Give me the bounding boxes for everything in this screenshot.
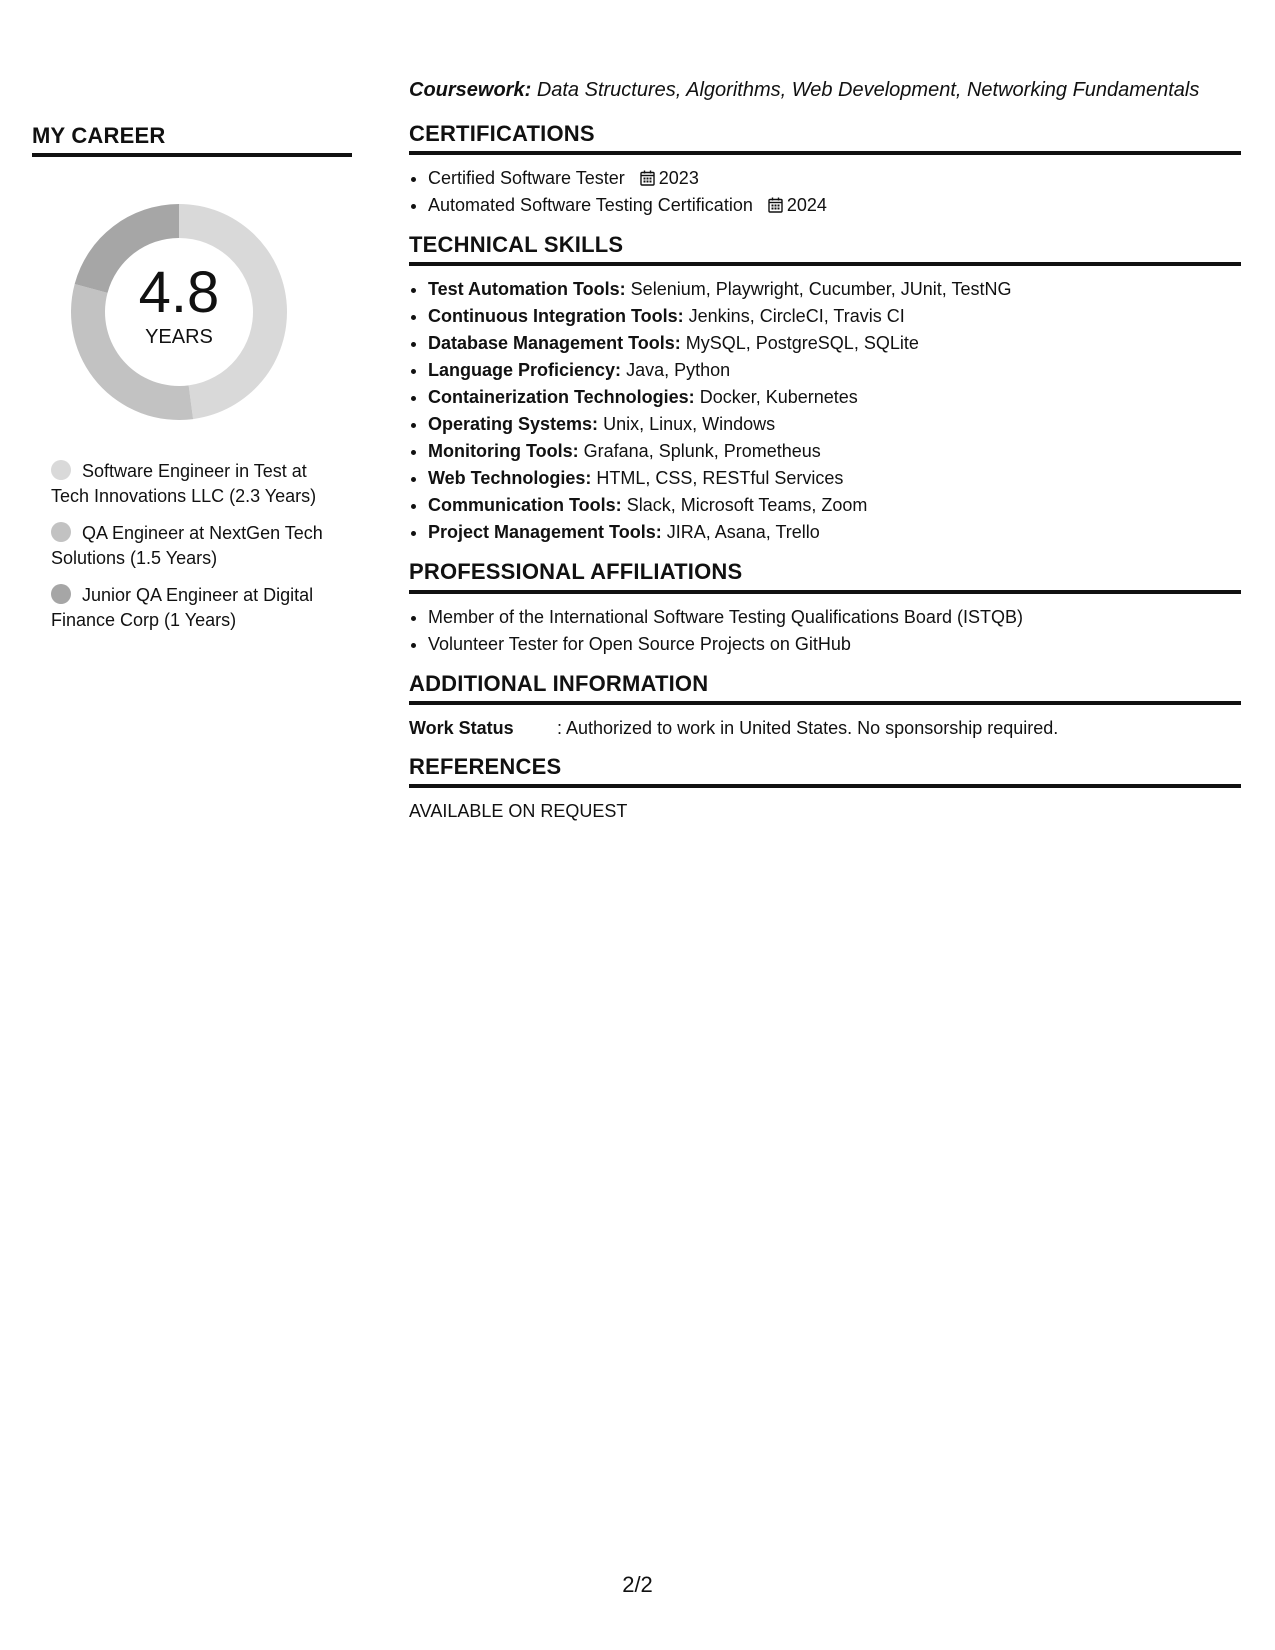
work-status-label: Work Status <box>409 717 514 738</box>
donut-center <box>64 197 294 427</box>
legend-dot <box>51 584 71 604</box>
skill-item <box>428 411 1241 438</box>
career-section <box>32 124 352 645</box>
references-text: AVAILABLE ON REQUEST <box>409 800 628 821</box>
skill-item <box>428 303 1241 330</box>
certification-item <box>428 165 1241 192</box>
skill-value: Slack, Microsoft Teams, Zoom <box>626 495 868 516</box>
affiliation-item: • Member of the International Software Testing Qualifications Board (ISTQB) <box>428 604 1241 631</box>
certifications-section <box>409 122 1241 219</box>
certification-name: Certified Software Tester <box>428 168 625 189</box>
skill-value: Selenium, Playwright, Cucumber, JUnit, TestNG <box>630 279 1012 300</box>
legend-label: Software Engineer in Test at Tech Innovations LLC (2.3 Years) <box>51 461 317 507</box>
skill-value: Java, Python <box>626 360 731 381</box>
affiliation-item: • Volunteer Tester for Open Source Projects on GitHub <box>428 631 1241 658</box>
affiliations-section <box>409 560 1241 657</box>
skill-value: Unix, Linux, Windows <box>603 414 776 435</box>
skill-label: Continuous Integration Tools: <box>428 306 684 327</box>
skill-label: Operating Systems: <box>428 414 599 435</box>
career-legend <box>51 459 352 633</box>
skill-item <box>428 330 1241 357</box>
skill-item <box>428 357 1241 384</box>
references-section <box>409 755 1241 824</box>
skill-item <box>428 492 1241 519</box>
skill-item <box>428 276 1241 303</box>
skill-label: Web Technologies: <box>428 468 592 489</box>
certifications-title: CERTIFICATIONS <box>409 122 1241 155</box>
donut-total-unit: YEARS <box>145 325 213 348</box>
skill-label: Monitoring Tools: <box>428 441 579 462</box>
certification-year: 2024 <box>786 195 827 216</box>
skills-title: TECHNICAL SKILLS <box>409 233 1241 266</box>
coursework-label: Coursework: <box>409 79 532 101</box>
coursework <box>409 78 1241 102</box>
skill-label: Containerization Technologies: <box>428 387 695 408</box>
calendar-icon <box>640 170 655 186</box>
skill-value: JIRA, Asana, Trello <box>666 522 820 543</box>
page-number: 2/2 <box>622 1572 653 1597</box>
calendar-icon <box>768 197 783 213</box>
skills-section <box>409 233 1241 546</box>
skill-item <box>428 465 1241 492</box>
affiliations-title: PROFESSIONAL AFFILIATIONS <box>409 560 1241 593</box>
skill-value: Grafana, Splunk, Prometheus <box>583 441 821 462</box>
skill-label: Communication Tools: <box>428 495 622 516</box>
skill-value: HTML, CSS, RESTful Services <box>596 468 844 489</box>
legend-item <box>51 521 341 571</box>
certification-year: 2023 <box>658 168 699 189</box>
skill-item <box>428 519 1241 546</box>
work-status-value: : Authorized to work in United States. No sponsorship required. <box>557 717 1059 738</box>
legend-label: QA Engineer at NextGen Tech Solutions (1.5 Years) <box>51 523 323 569</box>
career-title: MY CAREER <box>32 124 352 157</box>
certification-item <box>428 192 1241 219</box>
career-donut-chart <box>64 197 294 427</box>
certifications-list <box>409 165 1241 219</box>
certification-name: Automated Software Testing Certification <box>428 195 753 216</box>
legend-item <box>51 459 341 509</box>
legend-dot <box>51 522 71 542</box>
skill-value: MySQL, PostgreSQL, SQLite <box>685 333 919 354</box>
coursework-text: Data Structures, Algorithms, Web Development, Networking Fundamentals <box>536 79 1200 101</box>
references-title: REFERENCES <box>409 755 1241 788</box>
skill-label: Database Management Tools: <box>428 333 681 354</box>
skill-value: Jenkins, CircleCI, Travis CI <box>688 306 905 327</box>
legend-item <box>51 583 341 633</box>
skill-value: Docker, Kubernetes <box>699 387 858 408</box>
skills-list <box>409 276 1241 546</box>
work-status-row <box>409 715 1241 741</box>
additional-section <box>409 672 1241 741</box>
skill-label: Language Proficiency: <box>428 360 622 381</box>
main-column <box>409 78 1241 838</box>
donut-total-value: 4.8 <box>138 259 220 325</box>
skill-item <box>428 438 1241 465</box>
skill-label: Project Management Tools: <box>428 522 662 543</box>
additional-title: ADDITIONAL INFORMATION <box>409 672 1241 705</box>
affiliations-list <box>409 604 1241 658</box>
skill-label: Test Automation Tools: <box>428 279 626 300</box>
skill-item <box>428 384 1241 411</box>
legend-dot <box>51 460 71 480</box>
legend-label: Junior QA Engineer at Digital Finance Corp (1 Years) <box>51 585 314 631</box>
